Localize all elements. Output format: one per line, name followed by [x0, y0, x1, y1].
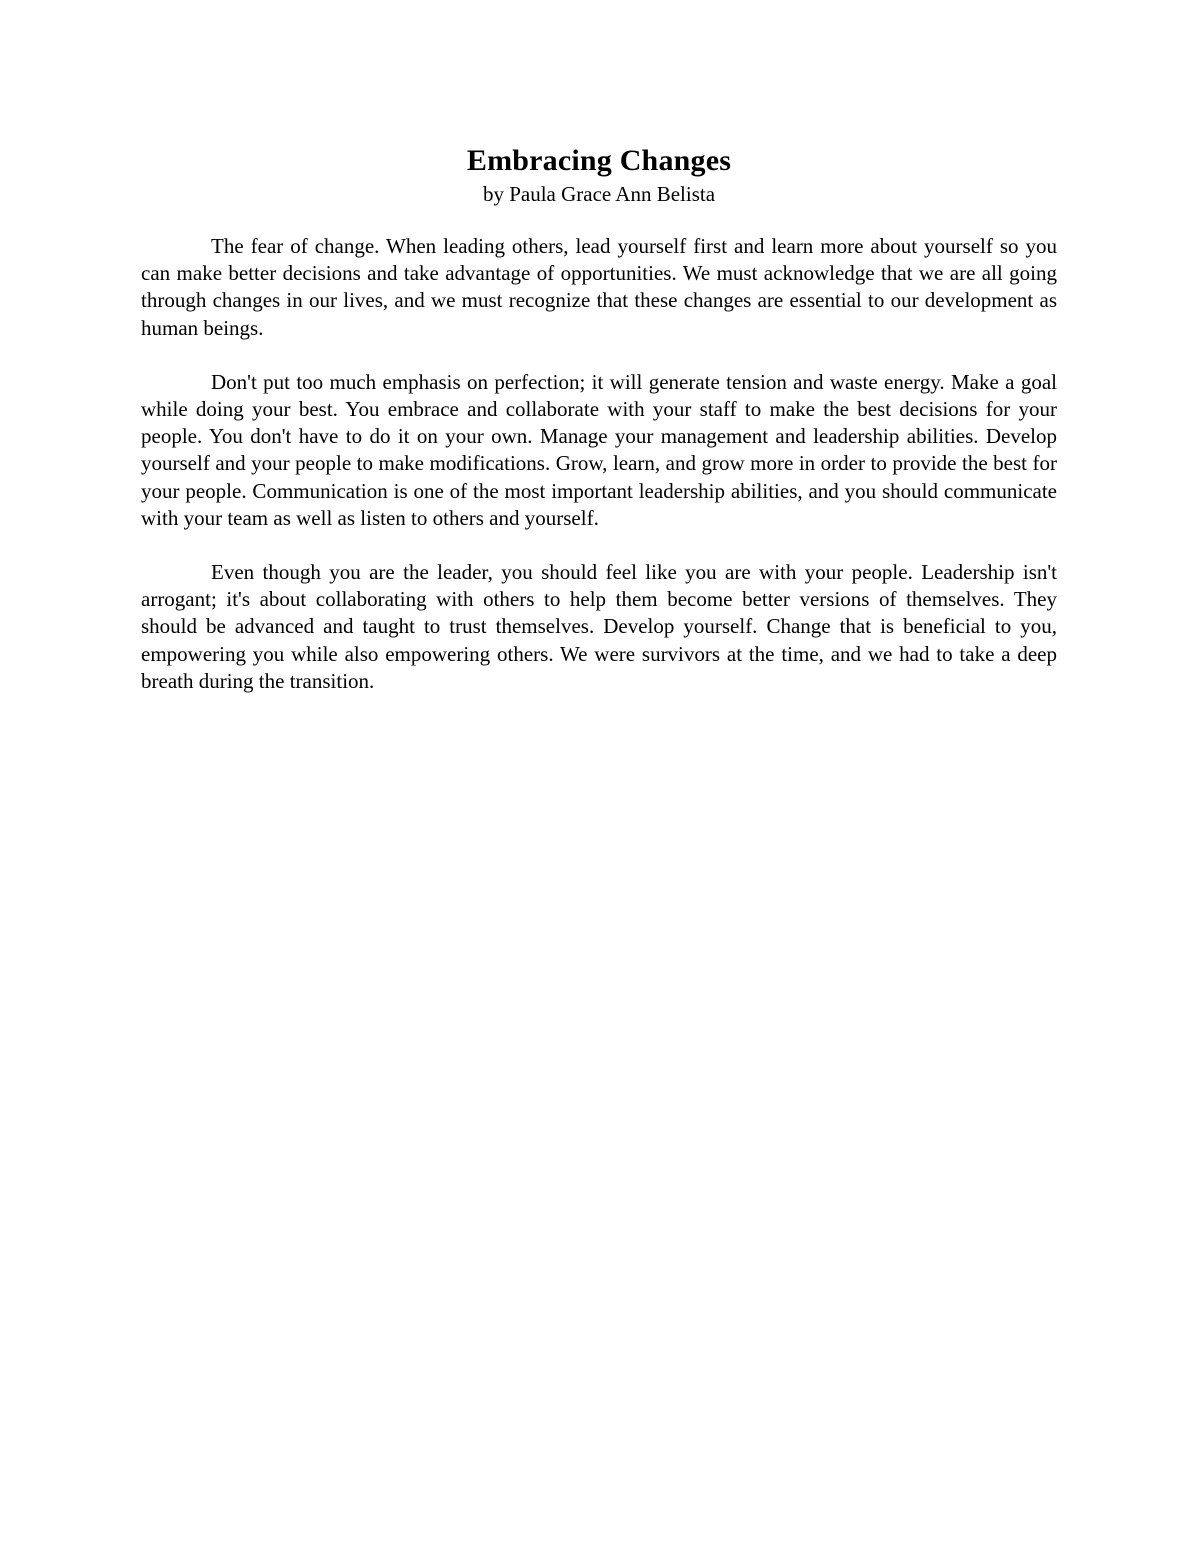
document-title: Embracing Changes	[466, 144, 732, 177]
document-byline: by Paula Grace Ann Belista	[482, 182, 716, 206]
document-body	[141, 233, 1057, 695]
paragraph: Don't put too much emphasis on perfection; it will generate tension and waste energy. Make a goal while doing your best. You embrace and collaborate with your staff to make the best decisions for your people. You don't have to do it on your own. Manage your management and leadership abilities. Develop yourself and your people to make modifications. Grow, learn, and grow more in order to provide the best for your people. Communication is one of the most important leadership abilities, and you should communicate with your team as well as listen to others and yourself.	[141, 369, 1057, 530]
document-content	[141, 141, 1057, 722]
paragraph: The fear of change. When leading others, lead yourself first and learn more about yourself so you can make better decisions and take advantage of opportunities. We must acknowledge that we are all going through changes in our lives, and we must recognize that these changes are essential to our development as human beings.	[141, 234, 1057, 340]
paragraph: Even though you are the leader, you should feel like you are with your people. Leadership isn't arrogant; it's about collaborating with others to help them become better versions of themselves. They should be advanced and taught to trust themselves. Develop yourself. Change that is beneficial to you, empowering you while also empowering others. We were survivors at the time, and we had to take a deep breath during the transition.	[141, 560, 1057, 693]
